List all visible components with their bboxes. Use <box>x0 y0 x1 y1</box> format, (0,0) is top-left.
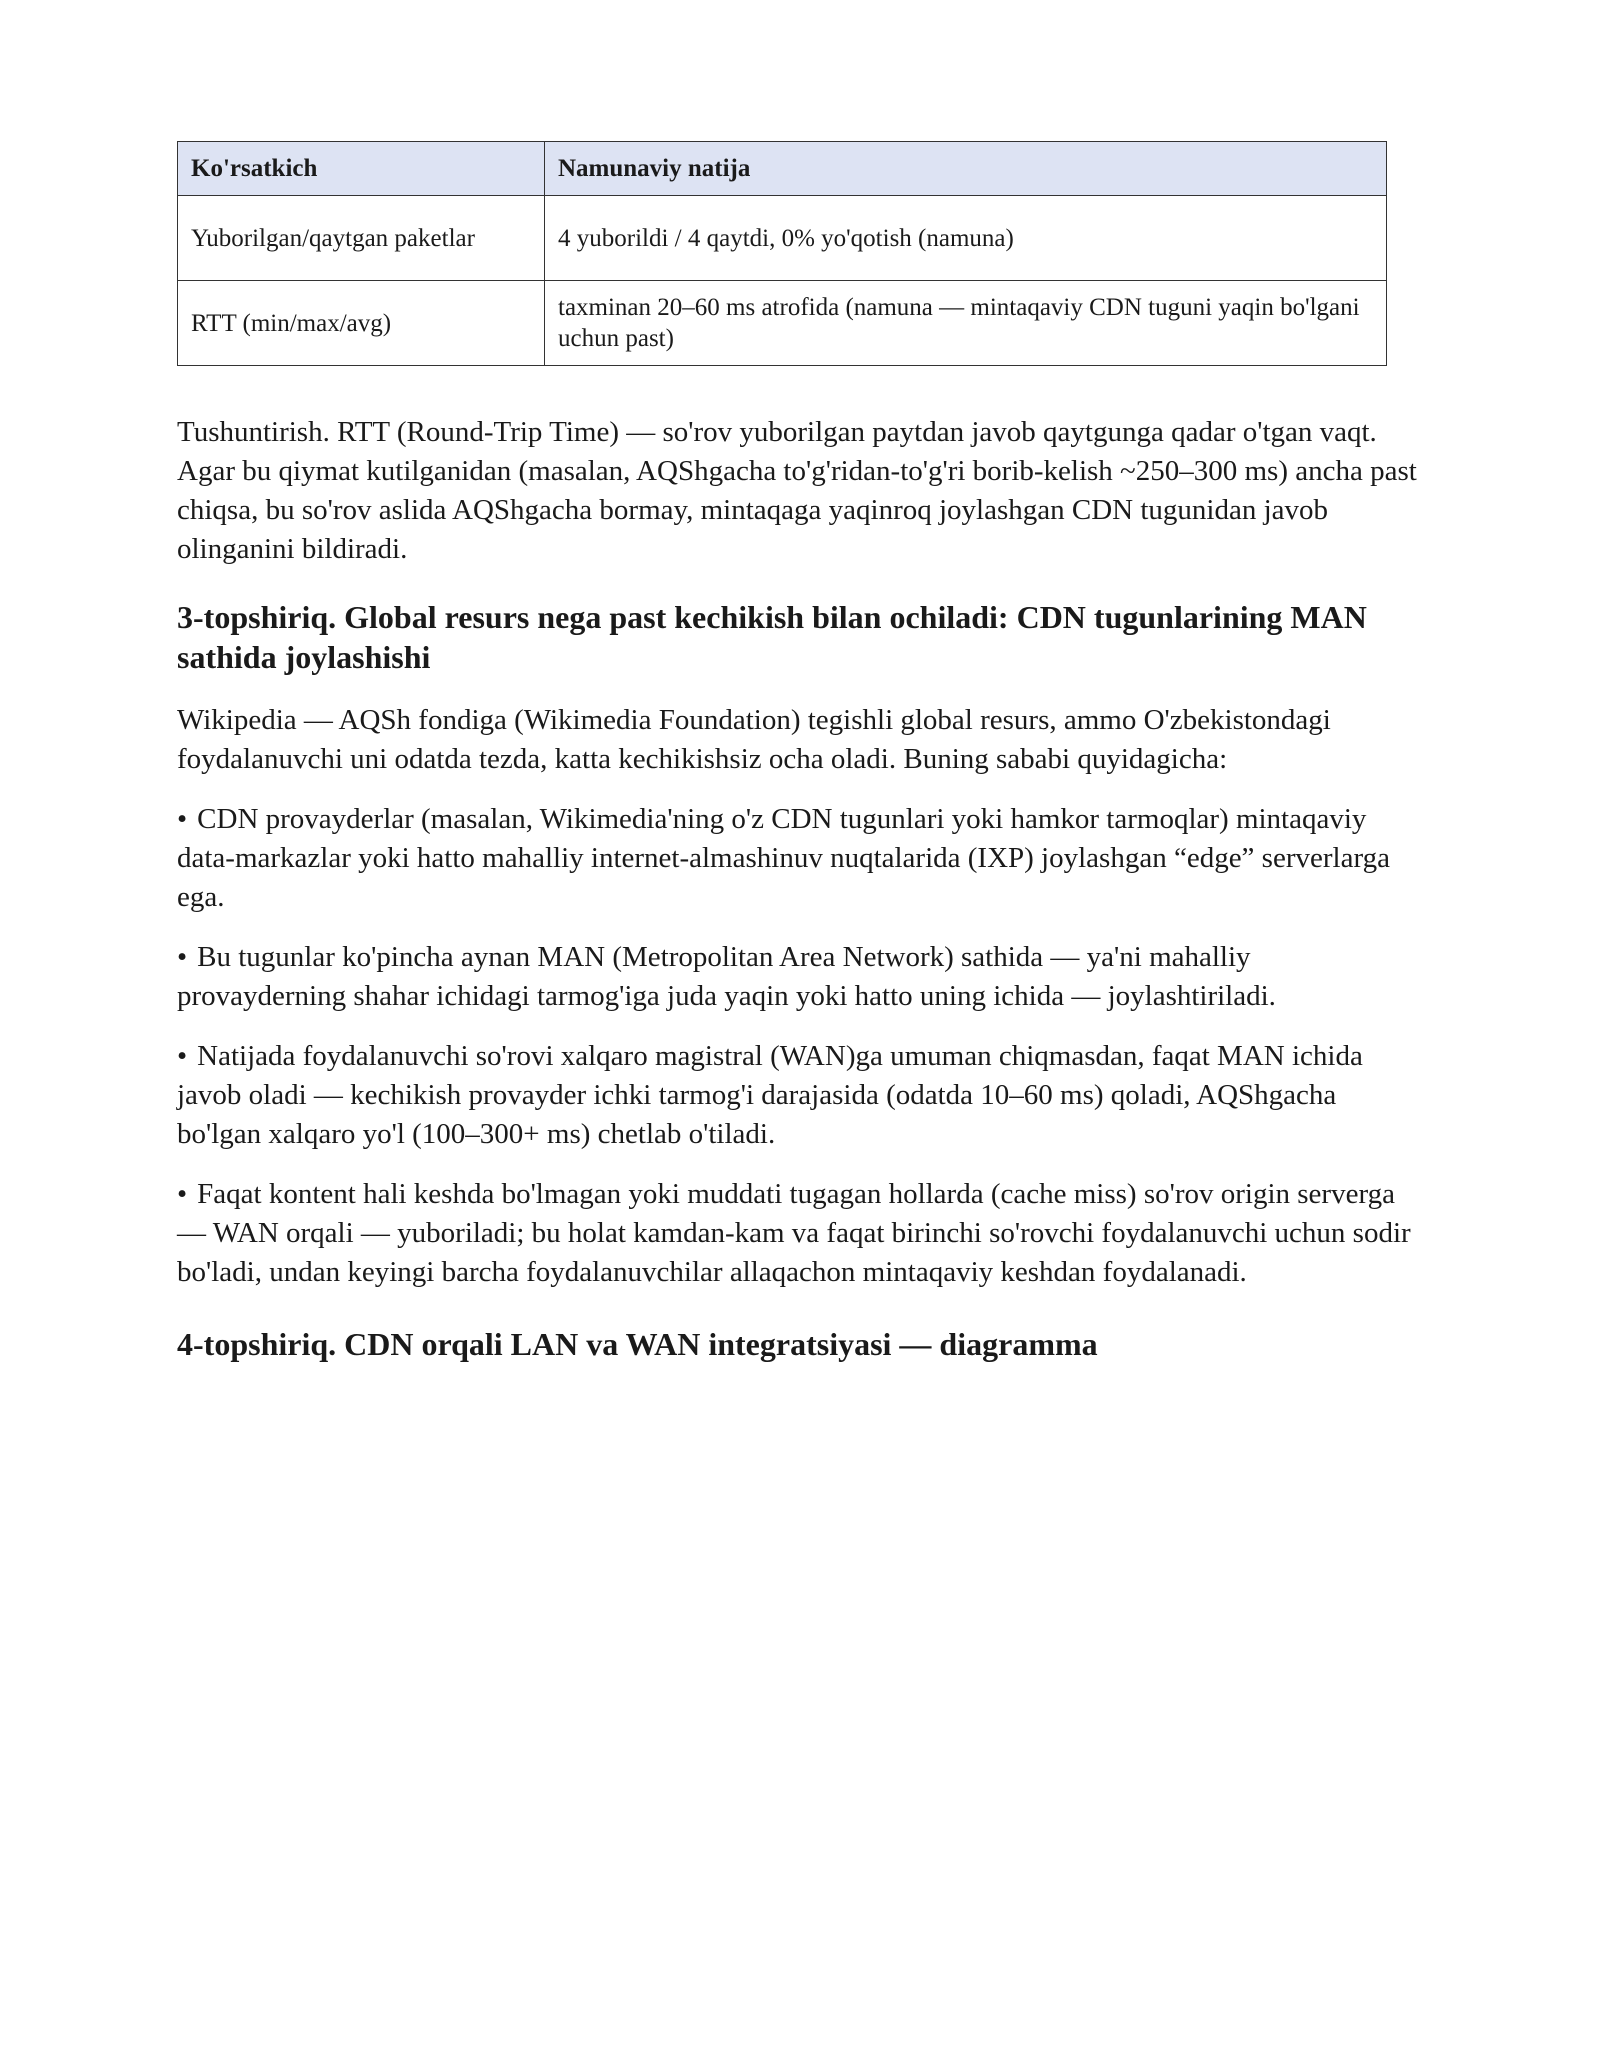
bullet-item <box>177 800 1417 917</box>
task3-heading: 3-topshiriq. Global resurs nega past kechikish bilan ochiladi: CDN tugunlarining MAN sathida joylashishi <box>177 599 1367 675</box>
bullet-text: Faqat kontent hali keshda bo'lmagan yoki muddati tugagan hollarda (cache miss) so'rov origin serverga — WAN orqali — yuboriladi; bu holat kamdan-kam va faqat birinchi so'rovchi foydalanuvchi uchun sodir bo'ladi, undan keyingi barcha foydalanuvchilar allaqachon mintaqaviy keshdan foydalanadi. <box>177 1178 1411 1288</box>
task4-heading: 4-topshiriq. CDN orqali LAN va WAN integratsiyasi — diagramma <box>177 1326 1098 1362</box>
bullet-marker: • <box>177 941 188 973</box>
task3-intro-paragraph: Wikipedia — AQSh fondiga (Wikimedia Foundation) tegishli global resurs, ammo O'zbekistondagi foydalanuvchi uni odatda tezda, katta kechikishsiz ocha oladi. Buning sababi quyidagicha: <box>177 704 1331 775</box>
bullet-text: Bu tugunlar ko'pincha aynan MAN (Metropolitan Area Network) sathida — ya'ni mahalliy provayderning shahar ichidagi tarmog'iga juda yaqin yoki hatto uning ichida — joylashtiriladi. <box>177 941 1276 1012</box>
bullet-marker: • <box>177 803 188 835</box>
table-row <box>178 196 1387 281</box>
bullet-text: Natijada foydalanuvchi so'rovi xalqaro magistral (WAN)ga umuman chiqmasdan, faqat MAN ichida javob oladi — kechikish provayder ichki tarmog'i darajasida (odatda 10–60 ms) qoladi, AQShgacha bo'lgan xalqaro yo'l (100–300+ ms) chetlab o'tiladi. <box>177 1040 1363 1150</box>
bullet-item <box>177 1175 1417 1292</box>
table-row <box>178 281 1387 366</box>
table-header-cell: Ko'rsatkich <box>178 142 545 196</box>
bullet-text: CDN provayderlar (masalan, Wikimedia'ning o'z CDN tugunlari yoki hamkor tarmoqlar) mintaqaviy data-markazlar yoki hatto mahalliy internet-almashinuv nuqtalarida (IXP) joylashgan “edge” serverlarga ega. <box>177 803 1390 913</box>
bullet-item <box>177 938 1417 1016</box>
bullet-marker: • <box>177 1178 188 1210</box>
table-cell: taxminan 20–60 ms atrofida (namuna — mintaqaviy CDN tuguni yaqin bo'lgani uchun past) <box>545 281 1387 366</box>
results-table <box>177 141 1387 366</box>
table-cell: 4 yuborildi / 4 qaytdi, 0% yo'qotish (namuna) <box>545 196 1387 281</box>
bullet-marker: • <box>177 1040 188 1072</box>
table-header-cell: Namunaviy natija <box>545 142 1387 196</box>
bullet-item <box>177 1037 1417 1154</box>
table-cell: Yuborilgan/qaytgan paketlar <box>178 196 545 281</box>
table-cell: RTT (min/max/avg) <box>178 281 545 366</box>
document-page <box>177 141 1417 1364</box>
explanation-paragraph: Tushuntirish. RTT (Round-Trip Time) — so'rov yuborilgan paytdan javob qaytgunga qadar o'tgan vaqt. Agar bu qiymat kutilganidan (masalan, AQShgacha to'g'ridan-to'g'ri borib-kelish ~250–300 ms) ancha past chiqsa, bu so'rov aslida AQShgacha bormay, mintaqaga yaqinroq joylashgan CDN tugunidan javob olinganini bildiradi. <box>177 416 1417 565</box>
table-header-row <box>178 142 1387 196</box>
